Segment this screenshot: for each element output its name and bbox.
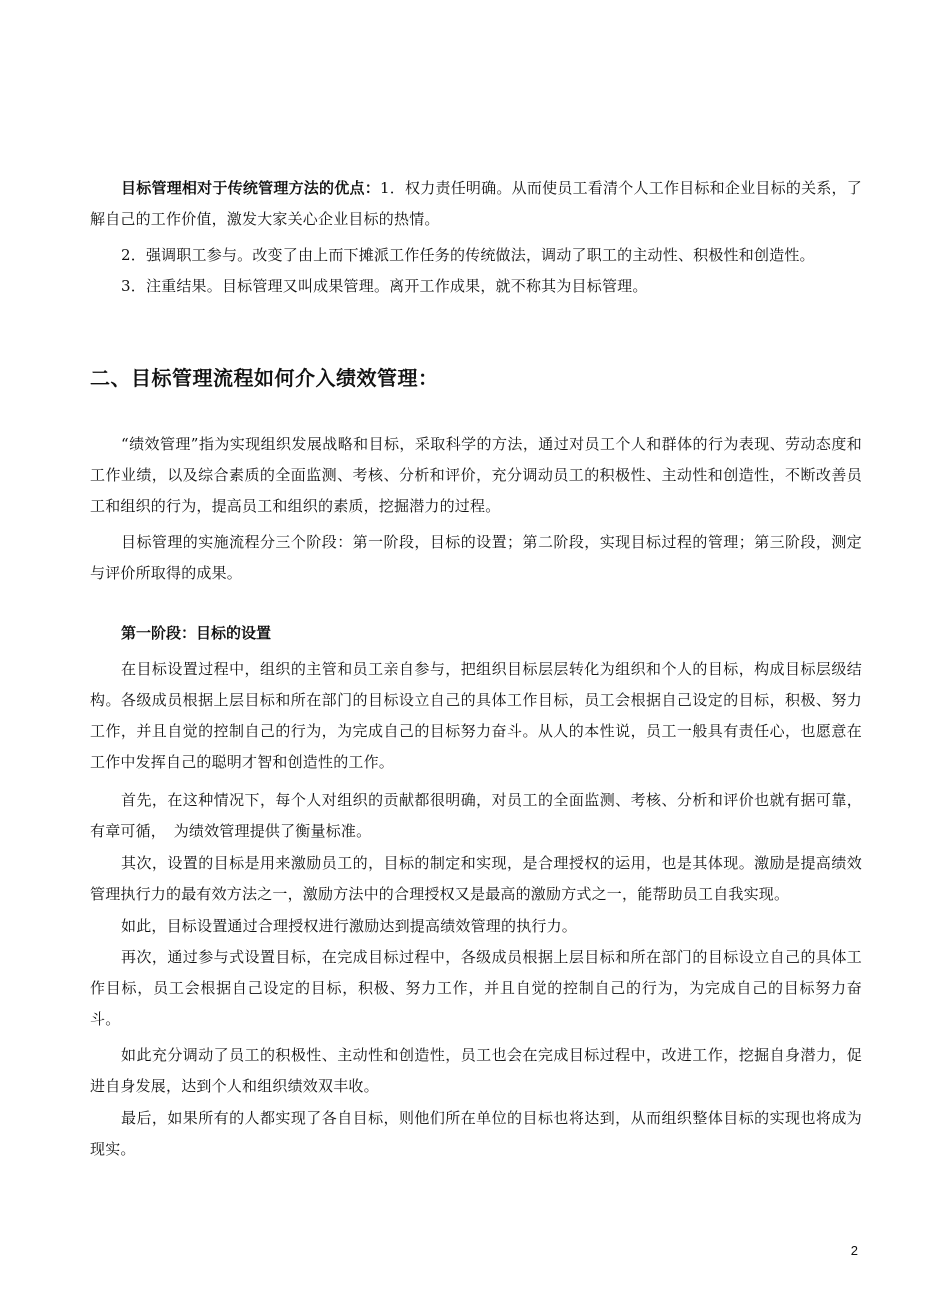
- stage-1-paragraph-second: 其次，设置的目标是用来激励员工的，目标的制定和实现，是合理授权的运用，也是其体现。激励是提高绩效管理执行力的最有效方法之一，激励方法中的合理授权又是最高的激励方式之一，能帮助员工自我实现。: [90, 854, 862, 903]
- advantages-paragraph: [90, 173, 862, 235]
- stage-1-paragraph-finally: 最后，如果所有的人都实现了各自目标，则他们所在单位的目标也将达到，从而组织整体目标的实现也将成为现实。: [90, 1109, 862, 1158]
- stage-1-paragraph-third: 再次，通过参与式设置目标，在完成目标过程中，各级成员根据上层目标和所在部门的目标设立自己的具体工作目标，员工会根据自己设定的目标，积极、努力工作，并且自觉的控制自己的行为，为完成自己的目标努力奋斗。: [90, 948, 862, 1028]
- advantage-2-paragraph: 2．强调职工参与。改变了由上而下摊派工作任务的传统做法，调动了职工的主动性、积极性和创造性。: [121, 246, 815, 264]
- stage-1-heading: 第一阶段：目标的设置: [121, 624, 272, 642]
- stage-1-paragraph-first: 首先，在这种情况下，每个人对组织的贡献都很明确，对员工的全面监测、考核、分析和评价也就有据可靠，有章可循， 为绩效管理提供了衡量标准。: [90, 791, 862, 840]
- stage-1-paragraph-thus: 如此，目标设置通过合理授权进行激励达到提高绩效管理的执行力。: [121, 917, 578, 935]
- page-number: 2: [850, 1243, 858, 1258]
- advantage-1-text: 1．权力责任明确。从而使员工看清个人工作目标和企业目标的关系，了解自己的工作价值，激发大家关心企业目标的热情。: [90, 179, 862, 228]
- advantage-3-paragraph: 3．注重结果。目标管理又叫成果管理。离开工作成果，就不称其为目标管理。: [121, 277, 648, 295]
- advantages-lead: 目标管理相对于传统管理方法的优点：: [121, 179, 380, 197]
- performance-management-definition: “绩效管理”指为实现组织发展战略和目标，采取科学的方法，通过对员工个人和群体的行为表现、劳动态度和工作业绩，以及综合素质的全面监测、考核、分析和评价，充分调动员工的积极性、主动性和创造性，不断改善员工和组织的行为，提高员工和组织的素质，挖掘潜力的过程。: [90, 435, 862, 515]
- stage-1-paragraph-1: 在目标设置过程中，组织的主管和员工亲自参与，把组织目标层层转化为组织和个人的目标，构成目标层级结构。各级成员根据上层目标和所在部门的目标设立自己的具体工作目标，员工会根据自己设定的目标，积极、努力工作，并且自觉的控制自己的行为，为完成自己的目标努力奋斗。从人的本性说，员工一般具有责任心，也愿意在工作中发挥自己的聪明才智和创造性的工作。: [90, 660, 862, 771]
- stage-1-paragraph-motivation: 如此充分调动了员工的积极性、主动性和创造性，员工也会在完成目标过程中，改进工作，挖掘自身潜力，促进自身发展，达到个人和组织绩效双丰收。: [90, 1046, 862, 1095]
- section-2-heading: 二、目标管理流程如何介入绩效管理：: [90, 366, 439, 390]
- three-stages-paragraph: 目标管理的实施流程分三个阶段：第一阶段，目标的设置；第二阶段，实现目标过程的管理；第三阶段，测定与评价所取得的成果。: [90, 533, 862, 582]
